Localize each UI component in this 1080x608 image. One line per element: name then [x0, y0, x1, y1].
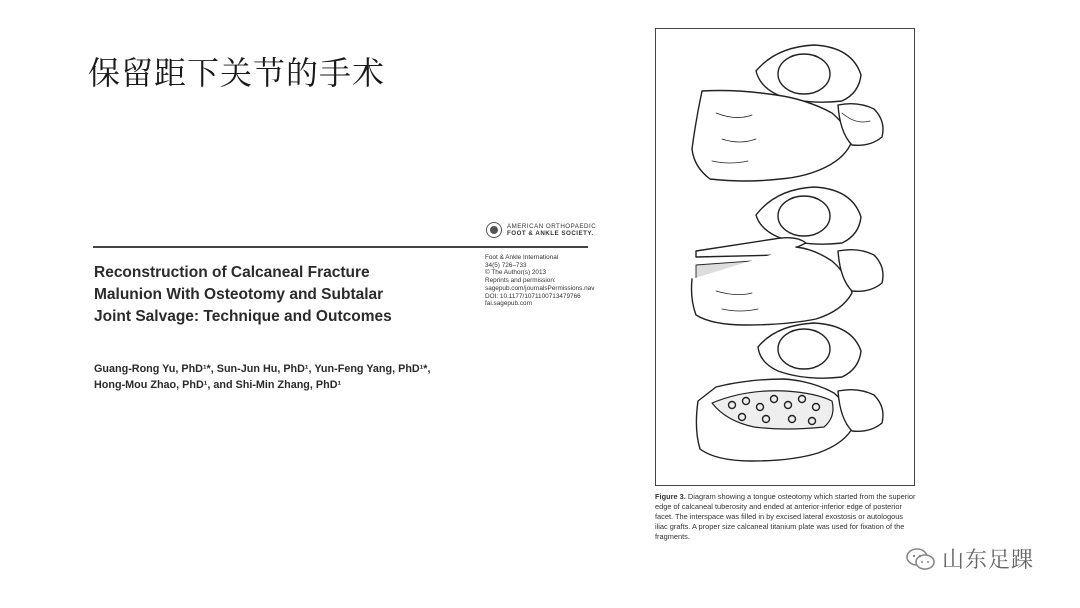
paper-title	[94, 262, 454, 328]
journal-line: DOI: 10.1177/1071100713479766	[485, 292, 581, 300]
figure-caption	[655, 492, 917, 542]
figure-illustration	[655, 28, 915, 486]
slide-title: 保留距下关节的手术	[88, 54, 386, 92]
header-rule	[93, 246, 588, 248]
journal-line: Reprints and permission:	[485, 277, 556, 285]
calcaneus-panel-before	[692, 45, 883, 181]
journal-line: 34(5) 726–733	[485, 261, 527, 269]
paper-title-line: Malunion With Osteotomy and Subtalar	[94, 286, 384, 303]
journal-line: fai.sagepub.com	[485, 300, 532, 308]
watermark-text: 山东足踝	[942, 548, 1035, 573]
wechat-icon	[906, 547, 936, 571]
society-logo	[486, 222, 596, 238]
paper-title-line: Reconstruction of Calcaneal Fracture	[94, 264, 370, 281]
figure-caption-text: Diagram showing a tongue osteotomy which started from the superior edge of calcaneal tuberosity and ended at anterior-inferior edge of posterior facet. The interspace was filled in by excised lateral exostosis or autologous iliac grafts. A proper size calcaneal titanium plate was used for fixation of the fragments.	[655, 492, 916, 541]
watermark	[906, 543, 1034, 574]
society-seal-icon	[486, 222, 502, 238]
calcaneus-panel-plate	[696, 323, 883, 461]
society-line-2: FOOT & ANKLE SOCIETY.	[507, 230, 594, 237]
figure-label: Figure 3.	[655, 492, 686, 501]
journal-line: Foot & Ankle International	[485, 254, 559, 261]
author-line: Guang-Rong Yu, PhD¹*, Sun-Jun Hu, PhD¹, Yun-Feng Yang, PhD¹*,	[94, 363, 431, 375]
journal-meta	[485, 254, 594, 308]
society-line-1: AMERICAN ORTHOPAEDIC	[507, 222, 597, 230]
author-line: Hong-Mou Zhao, PhD¹, and Shi-Min Zhang, PhD¹	[94, 379, 342, 391]
journal-line: © The Author(s) 2013	[485, 269, 547, 277]
calcaneus-panel-osteotomy	[692, 187, 884, 325]
paper-title-line: Joint Salvage: Technique and Outcomes	[94, 308, 392, 325]
journal-line: sagepub.com/journalsPermissions.nav	[485, 284, 595, 292]
author-list	[94, 361, 431, 393]
